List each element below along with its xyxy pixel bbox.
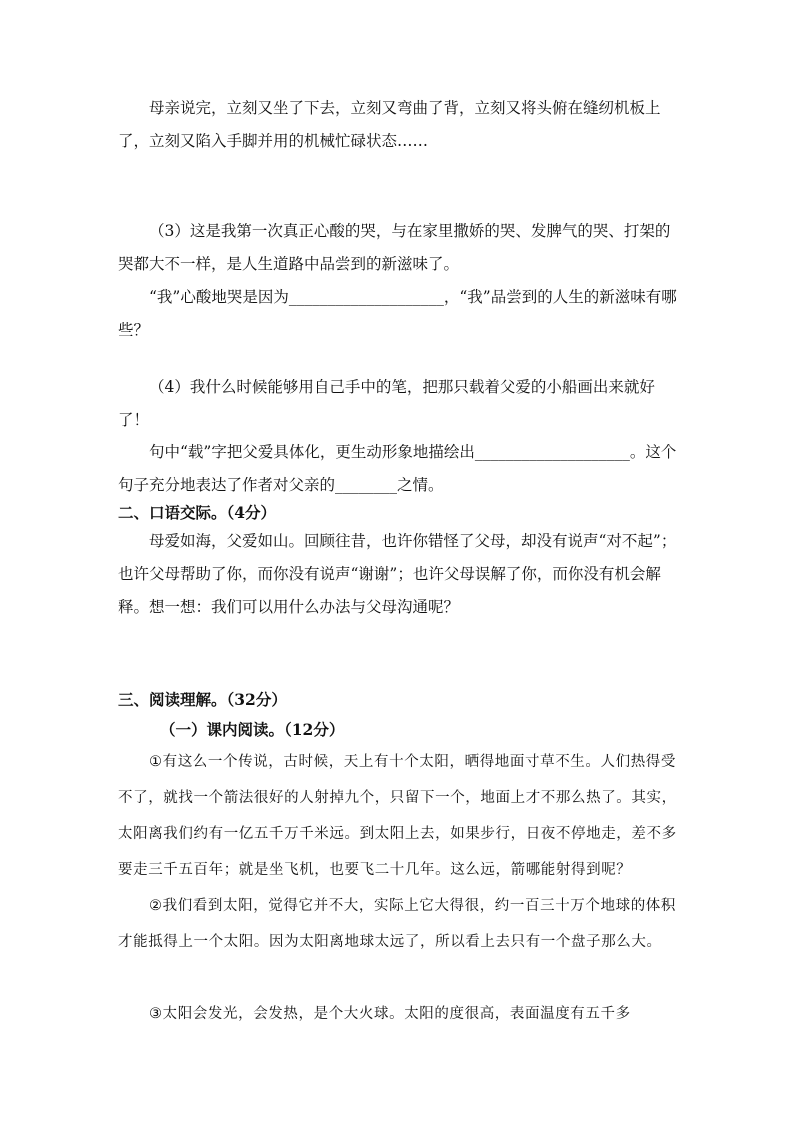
question-3-prompt: “我”心酸地哭是因为____________________，“我”品尝到的人生的新滋味有哪些？ <box>118 288 677 339</box>
reading-paragraph-2: ②我们看到太阳，觉得它并不大，实际上它大得很，约一百三十万个地球的体积才能抵得上一个太阳。因为太阳离地球太远了，所以看上去只有一个盘子那么大。 <box>118 898 676 950</box>
reading-paragraph-3: ③太阳会发光，会发热，是个大火球。太阳的度很高，表面温度有五千多 <box>149 1006 631 1022</box>
passage-paragraph-mother: 母亲说完，立刻又坐了下去，立刻又弯曲了背，立刻又将头俯在缝纫机板上了，立刻又陷入手脚并用的机械忙碌状态…… <box>118 99 661 150</box>
section-3-heading: 三、阅读理解。（32分） <box>118 690 287 709</box>
section-2-body: 母爱如海，父爱如山。回顾往昔，也许你错怪了父母，却没有说声“对不起”；也许父母帮助了你，而你没有说声“谢谢”；也许父母误解了你，而你没有机会解释。想一想：我们可以用什么办法与父母沟通呢？ <box>118 532 677 616</box>
question-4-prompt: 句中“载”字把父爱具体化，更生动形象地描绘出____________________。这个句子充分地表达了作者对父亲的________之情。 <box>118 443 677 494</box>
reading-paragraph-1: ①有这么一个传说，古时候，天上有十个太阳，晒得地面寸草不生。人们热得受不了，就找一个箭法很好的人射掉九个，只留下一个，地面上才不那么热了。其实，太阳离我们约有一亿五千万千米远。到太阳上去，如果步行，日夜不停地走，差不多要走三千五百年；就是坐飞机，也要飞二十几年。这么远，箭哪能射得到呢？ <box>118 754 677 878</box>
section-3-subheading: （一）课内阅读。（12分） <box>160 720 345 739</box>
question-3-text: （3）这是我第一次真正心酸的哭，与在家里撒娇的哭、发脾气的哭、打架的哭都大不一样，是人生道路中品尝到的新滋味了。 <box>118 222 671 273</box>
section-2-heading: 二、口语交际。（4分） <box>118 503 277 522</box>
question-4-text: （4）我什么时候能够用自己手中的笔，把那只载着父爱的小船画出来就好了！ <box>118 378 655 429</box>
